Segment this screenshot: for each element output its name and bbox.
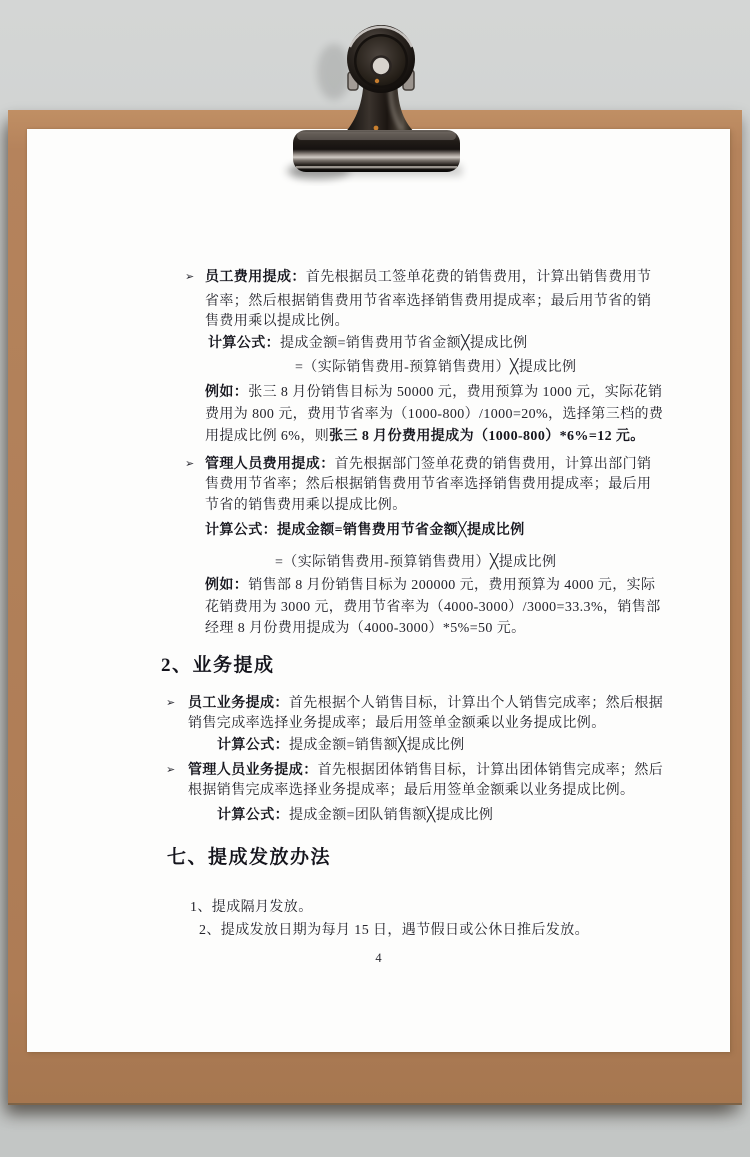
seg-text: 销售部 8 月份销售目标为 200000 元，费用预算为 4000 元，实际	[248, 578, 656, 593]
seg-bold: 张三 8 月份费用提成为（1000-800）*6%=12 元。	[329, 429, 645, 444]
seg-bold: 员工业务提成：	[188, 696, 289, 711]
doc-line	[205, 598, 661, 618]
seg-bold: 管理人员费用提成：	[205, 457, 335, 472]
seg-text: 2、提成发放日期为每月 15 日，遇节假日或公休日推后发放。	[199, 923, 589, 938]
section-heading-business-commission: 2、业务提成	[161, 655, 275, 676]
seg-text: 1、提成隔月发放。	[190, 900, 313, 915]
seg-bold: 例如：	[205, 385, 249, 400]
seg-text: 花销费用为 3000 元，费用节省率为（4000-3000）/3000=33.3%，销售部	[205, 600, 661, 615]
seg-bold: 管理人员业务提成：	[188, 763, 318, 778]
doc-line	[217, 806, 493, 826]
doc-line	[166, 760, 663, 781]
seg-text: 首先根据个人销售目标，计算出个人销售完成率；然后根据	[288, 696, 664, 711]
doc-line	[190, 898, 313, 918]
doc-line	[205, 312, 349, 332]
binder-clip-icon	[278, 8, 478, 186]
seg-bold: 员工费用提成：	[205, 270, 306, 285]
seg-text: =（实际销售费用-预算销售费用）╳提成比例	[275, 555, 557, 570]
doc-line	[166, 693, 663, 714]
seg-bold: 计算公式：	[217, 738, 289, 753]
seg-text: 根据销售完成率选择业务提成率；最后用签单金额乘以业务提成比例。	[188, 783, 635, 798]
seg-bold: 计算公式：提成金额=销售费用节省金额╳提成比例	[205, 523, 525, 538]
bullet-icon: ➢	[166, 764, 176, 776]
doc-line	[205, 576, 655, 596]
seg-text: 首先根据部门签单花费的销售费用，计算出部门销	[334, 457, 652, 472]
seg-text: 张三 8 月份销售目标为 50000 元，费用预算为 1000 元，实际花销	[248, 385, 663, 400]
doc-line	[275, 553, 556, 573]
seg-text: 经理 8 月份费用提成为（4000-3000）*5%=50 元。	[205, 621, 526, 636]
doc-line	[199, 921, 589, 941]
paper-page	[27, 129, 730, 1052]
doc-line	[205, 427, 645, 447]
bullet-icon: ➢	[185, 271, 195, 283]
doc-line	[205, 475, 651, 495]
doc-line	[205, 496, 407, 516]
seg-text: 提成金额=团队销售额╳提成比例	[289, 808, 494, 823]
doc-line	[188, 781, 634, 801]
doc-line	[205, 619, 526, 639]
doc-line	[208, 334, 528, 354]
seg-text: 节省的销售费用乘以提成比例。	[205, 498, 407, 513]
doc-line	[205, 292, 651, 312]
seg-bold: 计算公式：	[208, 336, 280, 351]
doc-line	[205, 405, 663, 425]
bullet-icon: ➢	[166, 697, 176, 709]
section-heading-payout-method: 七、提成发放办法	[167, 847, 332, 868]
seg-text: 首先根据团体销售目标，计算出团体销售完成率；然后	[317, 763, 664, 778]
doc-line	[185, 267, 651, 288]
seg-text: 省率；然后根据销售费用节省率选择销售费用提成率；最后用节省的销	[205, 294, 652, 309]
seg-text: 提成金额=销售额╳提成比例	[289, 738, 465, 753]
seg-text: 售费用节省率；然后根据销售费用节省率选择销售费用提成率；最后用	[205, 477, 652, 492]
doc-line	[205, 383, 662, 403]
seg-text: 用提成比例 6%，则	[205, 429, 330, 444]
bullet-icon: ➢	[185, 458, 195, 470]
doc-line	[185, 454, 651, 475]
doc-line	[188, 714, 606, 734]
doc-line	[217, 736, 465, 756]
doc-line	[205, 521, 525, 541]
seg-text: 售费用乘以提成比例。	[205, 314, 349, 329]
seg-bold: 例如：	[205, 578, 249, 593]
seg-text: 首先根据员工签单花费的销售费用，计算出销售费用节	[305, 270, 652, 285]
seg-bold: 计算公式：	[217, 808, 289, 823]
doc-line	[295, 358, 576, 378]
seg-text: =（实际销售费用-预算销售费用）╳提成比例	[295, 360, 577, 375]
page-number: 4	[375, 951, 382, 965]
seg-text: 费用为 800 元，费用节省率为（1000-800）/1000=20%，选择第三档的费	[205, 407, 664, 422]
seg-text: 销售完成率选择业务提成率；最后用签单金额乘以业务提成比例。	[188, 716, 606, 731]
seg-text: 提成金额=销售费用节省金额╳提成比例	[280, 336, 528, 351]
